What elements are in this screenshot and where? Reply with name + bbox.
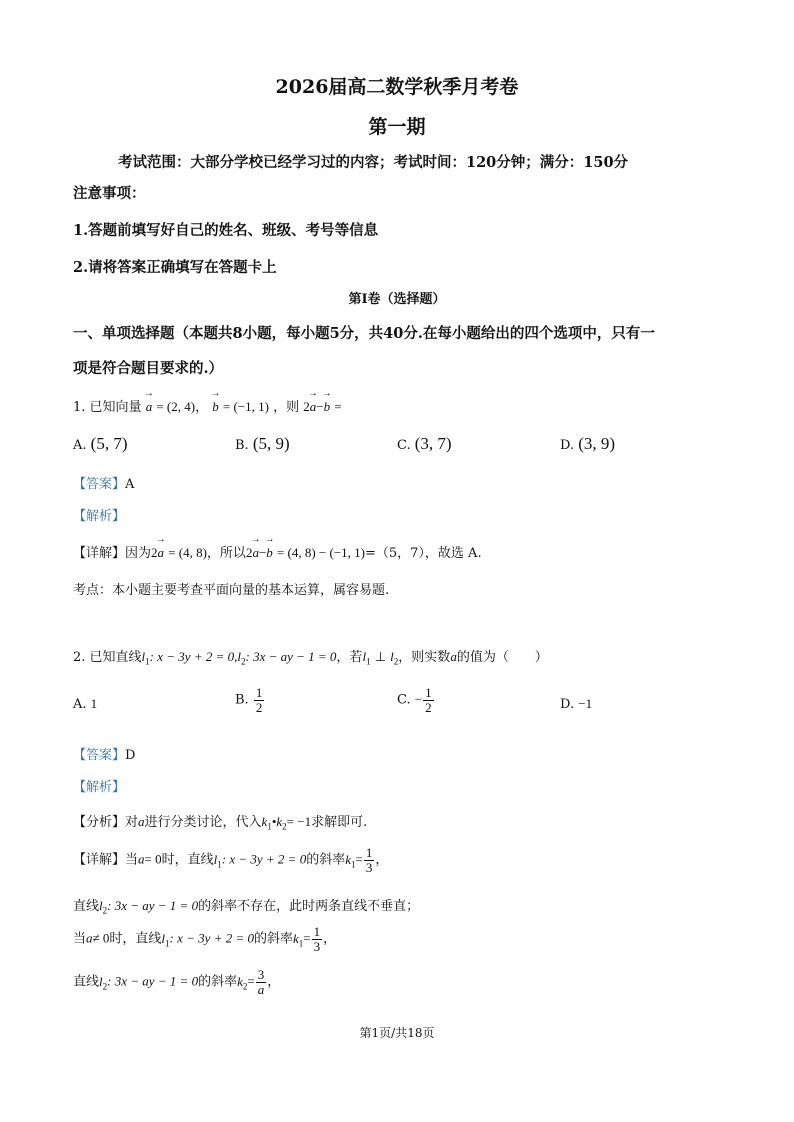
detail-text: 的斜率 xyxy=(198,974,238,990)
q2-detail-line-1: 【详解】当a= 0时，直线$l_1$: x − 3y + 2 = 0的斜率$k_1=$ $\frac{1}{3}$ ， xyxy=(73,845,389,875)
q2-detail-line-4: 直线$l_2$: 3x − ay − 1 = 0的斜率$k_2=$ $\frac{3}{a}$ ， xyxy=(73,967,281,997)
fenxi-text: 求解即可. xyxy=(311,815,368,830)
q2-option-b[interactable] xyxy=(235,686,265,714)
detail-text: 时，直线 xyxy=(109,931,162,947)
option-sign: − xyxy=(414,691,423,707)
line-1-equation: : x − 3y + 2 = 0, xyxy=(149,649,238,664)
notes-item-2: 2.请将答案正确填写在答题卡上 xyxy=(73,259,277,276)
detail-text: 直线 xyxy=(73,899,100,914)
part-instruction-line-1: 一、单项选择题（本题共8小题，每小题5分，共40分.在每小题给出的四个选项中，只有一 xyxy=(73,325,655,342)
line-2-equation: : 3x − ay − 1 = 0 xyxy=(107,898,199,913)
detail-tag: 【详解】 xyxy=(73,546,126,561)
fraction-numerator: 3 xyxy=(257,967,265,982)
option-label: A. xyxy=(73,697,87,712)
detail-value: = (4, 8) − (−1, 1) xyxy=(276,545,365,560)
option-label: C. xyxy=(397,438,411,453)
detail-condition: = 0 xyxy=(144,851,162,867)
punct: ， xyxy=(375,852,389,868)
question-2-stem: 2. 已知直线$l_1$: $x - 3y + 2 = 0,l_2$: 3x − ay − 1 = 0，若$l_1$ ⊥ $l_2$，则实数a的值为（ ） xyxy=(73,649,548,667)
q1-option-a[interactable] xyxy=(73,434,128,454)
detail-tag: 【详解】 xyxy=(73,852,126,868)
detail-text: 当 xyxy=(125,852,139,868)
q2-answer xyxy=(73,744,135,763)
part-instruction-line-2: 项是符合题目要求的.） xyxy=(73,360,224,377)
option-value: (3, 9) xyxy=(578,434,616,453)
option-label: D. xyxy=(560,697,575,712)
detail-text: =（5，7），故选 A. xyxy=(364,546,482,561)
vector-a: → a xyxy=(158,545,165,561)
q1-a-value: = (2, 4) xyxy=(156,399,196,414)
fraction-denominator: 2 xyxy=(255,699,263,715)
vector-b: → b xyxy=(212,399,219,415)
question-1-stem: 1. 已知向量 → a = (2, 4)， → b = (−1, 1) ，则 2→ a−→ b = xyxy=(73,396,342,415)
q2-analysis-tag: 【解析】 xyxy=(73,780,126,795)
fraction-numerator: 1 xyxy=(425,685,432,700)
equals: = xyxy=(303,930,311,946)
q2-ask: ，则实数 xyxy=(398,650,451,665)
fraction-numerator: 1 xyxy=(365,845,373,860)
notes-item-1: 1.答题前填写好自己的姓名、班级、考号等信息 xyxy=(73,222,379,239)
detail-text: 的斜率不存在，此时两条直线不垂直； xyxy=(198,899,420,914)
q1-analysis-tag: 【解析】 xyxy=(73,509,126,524)
page-subtitle: 第一期 xyxy=(368,116,426,138)
q2-ask-end: 的值为（ ） xyxy=(456,650,548,665)
option-label: B. xyxy=(235,692,249,708)
punct: ， xyxy=(267,974,281,990)
detail-text: 当 xyxy=(73,931,87,947)
answer-tag: 【答案】 xyxy=(73,477,126,492)
detail-condition: ≠ 0 xyxy=(92,930,110,946)
line-1-equation: : x − 3y + 2 = 0 xyxy=(221,851,307,867)
volume-title: 第I卷（选择题） xyxy=(348,292,446,307)
q2-detail-line-2: 直线$l_2$: 3x − ay − 1 = 0的斜率不存在，此时两条直线不垂直； xyxy=(73,898,420,916)
option-label: D. xyxy=(560,438,575,453)
line-1-equation: : x − 3y + 2 = 0 xyxy=(169,930,254,946)
fraction-denominator: 2 xyxy=(425,699,432,715)
vector-b: → b xyxy=(266,545,273,561)
equals: = xyxy=(247,973,255,989)
page-number: 第1页/共18页 xyxy=(359,1026,435,1040)
fenxi-text: 进行分类讨论，代入 xyxy=(144,815,262,830)
detail-value: = (4, 8) xyxy=(168,545,207,560)
vector-b: → b xyxy=(324,399,331,415)
option-value: (3, 7) xyxy=(414,434,452,453)
equals: = xyxy=(355,851,363,867)
perpendicular-symbol: ⊥ xyxy=(374,649,387,664)
option-label: B. xyxy=(235,438,249,453)
q2-fenxi: 【分析】对a进行分类讨论，代入$k_1•k_2= -1$求解即可. xyxy=(73,814,368,832)
q2-prefix: 2. 已知直线 xyxy=(73,650,142,665)
fenxi-expression: = −1 xyxy=(286,814,312,829)
q1-b-value: = (−1, 1) xyxy=(222,399,269,414)
q1-option-c[interactable] xyxy=(397,434,452,454)
exam-info: 考试范围：大部分学校已经学习过的内容；考试时间：120分钟；满分：150分 xyxy=(118,154,629,171)
q2-option-d[interactable] xyxy=(560,696,592,712)
answer-value: A xyxy=(125,477,135,492)
q1-answer xyxy=(73,473,134,492)
option-label: A. xyxy=(73,438,87,453)
option-value: 1 xyxy=(90,696,98,711)
line-2-equation: : 3x − ay − 1 = 0 xyxy=(107,973,199,989)
q2-cond: ，若 xyxy=(336,650,363,665)
fraction-denominator: a xyxy=(257,981,265,997)
q1-ask: ，则 xyxy=(273,400,300,415)
detail-text: 因为 xyxy=(125,546,152,561)
detail-text: 的斜率 xyxy=(253,931,293,947)
line-2-equation: : 3x − ay − 1 = 0 xyxy=(245,649,337,664)
answer-tag: 【答案】 xyxy=(73,748,126,763)
q1-point: 考点：本小题主要考查平面向量的基本运算，属容易题. xyxy=(73,583,390,598)
option-label: C. xyxy=(397,692,411,708)
q1-option-d[interactable] xyxy=(560,434,615,454)
vector-a: → a xyxy=(310,399,317,415)
q1-expr-tail: = xyxy=(334,399,342,414)
q2-option-c[interactable] xyxy=(397,686,435,714)
fenxi-text: 对 xyxy=(125,815,139,830)
fraction-numerator: 1 xyxy=(313,924,321,939)
q2-option-a[interactable] xyxy=(73,696,97,712)
punct: ， xyxy=(323,931,337,947)
vector-a: → a xyxy=(252,545,259,561)
q1-detail: 【详解】因为2→ a = (4, 8)，所以2→ a−→ b = (4, 8) − (−1, 1)=（5，7），故选 A. xyxy=(73,542,482,561)
option-value: (5, 9) xyxy=(252,434,290,453)
option-value: (5, 7) xyxy=(90,434,128,453)
option-value: −1 xyxy=(578,696,593,711)
answer-value: D xyxy=(125,748,136,763)
fraction-denominator: 3 xyxy=(313,938,321,954)
q1-prefix: 1. 已知向量 xyxy=(73,400,142,415)
detail-text: 的斜率 xyxy=(306,852,346,868)
fenxi-tag: 【分析】 xyxy=(73,815,126,830)
detail-text: ，所以 xyxy=(206,546,246,561)
fraction-numerator: 1 xyxy=(255,685,263,700)
page-title: 2026届高二数学秋季月考卷 xyxy=(275,76,519,98)
detail-text: 直线 xyxy=(73,974,100,990)
q2-detail-line-3: 当a≠ 0时，直线$l_1$: x − 3y + 2 = 0的斜率$k_1=$ $\frac{1}{3}$ ， xyxy=(73,924,337,954)
q1-option-b[interactable] xyxy=(235,434,290,454)
fraction-denominator: 3 xyxy=(365,859,373,875)
detail-text: 时，直线 xyxy=(161,852,214,868)
vector-a: → a xyxy=(146,399,153,415)
notes-heading: 注意事项： xyxy=(73,185,146,202)
